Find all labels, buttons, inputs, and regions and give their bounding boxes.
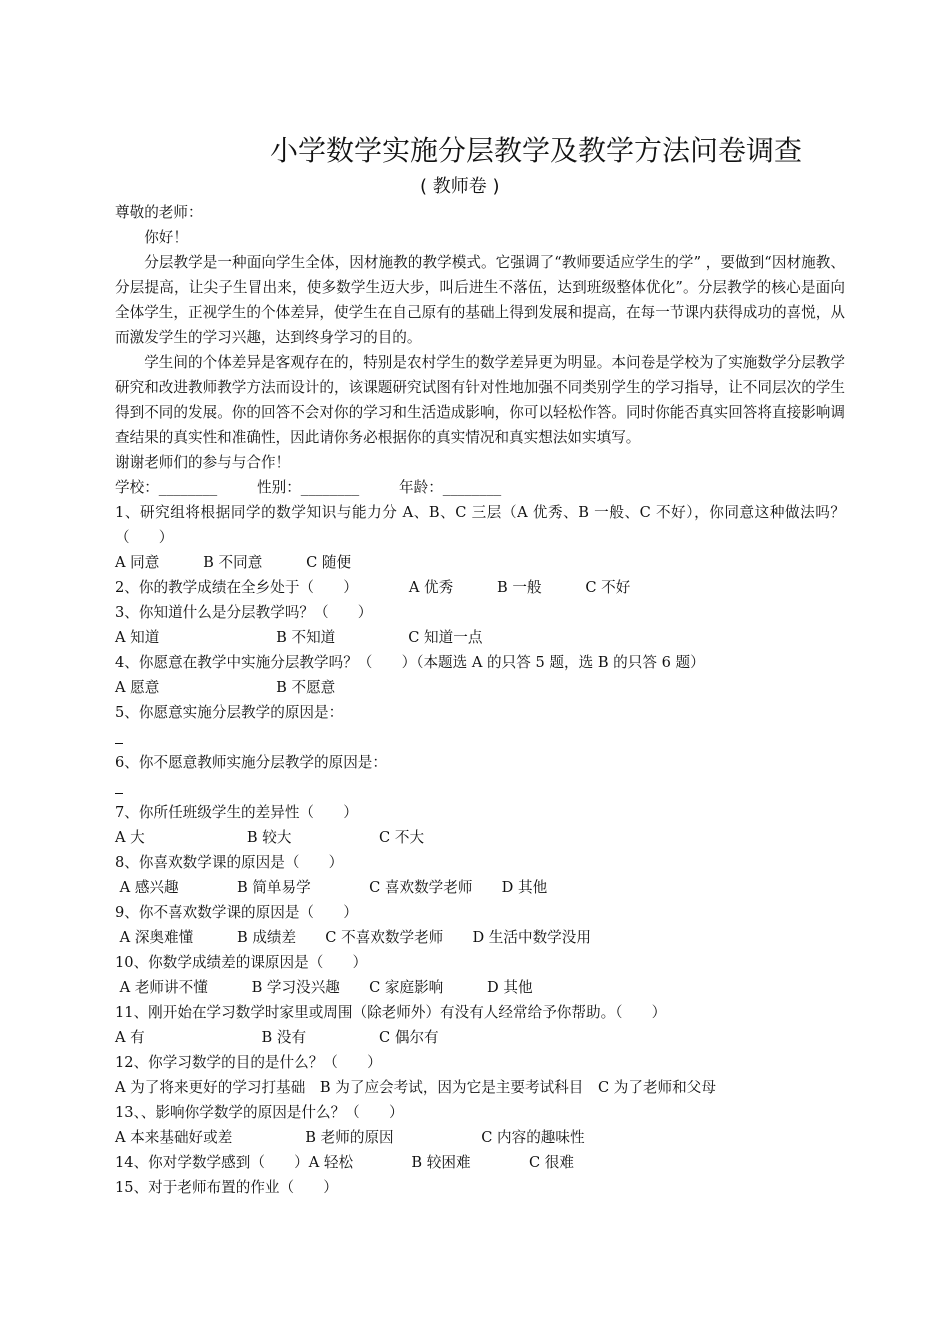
info-line — [115, 475, 845, 500]
question-7: 7、你所任班级学生的差异性（ ） — [115, 804, 358, 821]
question-12: 12、你学习数学的目的是什么？（ ） — [115, 1054, 382, 1071]
question-9-options[interactable]: A 深奥难懂 B 成绩差 C 不喜欢数学老师 D 生活中数学没用 — [115, 929, 591, 946]
document-body — [115, 200, 845, 1200]
age-field[interactable]: 年龄：________ — [399, 479, 502, 496]
question-8: 8、你喜欢数学课的原因是（ ） — [115, 854, 344, 871]
question-13: 13、、影响你学数学的原因是什么？（ ） — [115, 1104, 404, 1121]
question-11-options[interactable]: A 有 B 没有 C 偶尔有 — [115, 1029, 439, 1046]
question-4: 4、你愿意在教学中实施分层教学吗？（ ）（本题选 A 的只答 5 题，选 B 的只答 6 题） — [115, 654, 705, 671]
question-2[interactable]: 2、你的教学成绩在全乡处于（ ） A 优秀 B 一般 C 不好 — [115, 579, 631, 596]
blank-mark — [115, 743, 123, 744]
question-14[interactable]: 14、你对学数学感到（ ）A 轻松 B 较困难 C 很难 — [115, 1154, 574, 1171]
question-6: 6、你不愿意教师实施分层教学的原因是： — [115, 754, 387, 771]
school-field[interactable]: 学校：________ — [115, 479, 218, 496]
answer-blank-6[interactable] — [115, 775, 845, 800]
question-11: 11、刚开始在学习数学时家里或周围（除老师外）有没有人经常给予你帮助。（ ） — [115, 1004, 667, 1021]
intro-paragraph-1: 分层教学是一种面向学生全体，因材施教的教学模式。它强调了“教师要适应学生的学” ，要做到“因材施教、分层提高，让尖子生冒出来，使多数学生迈大步，叫后进生不落伍，达到班级整体优化”。分层教学的核心是面向全体学生，正视学生的个体差异，使学生在自己原有的基础上得到发展和提高，在每一节课内获得成功的喜悦，从而激发学生的学习兴趣，达到终身学习的目的。 — [115, 254, 845, 346]
question-5: 5、你愿意实施分层教学的原因是： — [115, 704, 344, 721]
question-15: 15、对于老师布置的作业（ ） — [115, 1179, 338, 1196]
question-3: 3、你知道什么是分层教学吗？（ ） — [115, 604, 373, 621]
salutation: 尊敬的老师： — [115, 204, 203, 221]
answer-blank-5[interactable] — [115, 725, 845, 750]
question-3-options[interactable]: A 知道 B 不知道 C 知道一点 — [115, 629, 483, 646]
question-7-options[interactable]: A 大 B 较大 C 不大 — [115, 829, 425, 846]
question-8-options[interactable]: A 感兴趣 B 简单易学 C 喜欢数学老师 D 其他 — [115, 879, 548, 896]
thanks-line: 谢谢老师们的参与与合作！ — [115, 454, 291, 471]
page-title: 小学数学实施分层教学及教学方法问卷调查 — [270, 134, 803, 167]
question-1-options[interactable]: A 同意 B 不同意 C 随便 — [115, 554, 352, 571]
question-10: 10、你数学成绩差的课原因是（ ） — [115, 954, 368, 971]
blank-mark — [115, 793, 123, 794]
greeting: 你好！ — [144, 229, 188, 246]
gender-field[interactable]: 性别：________ — [257, 479, 360, 496]
intro-paragraph-2: 学生间的个体差异是客观存在的，特别是农村学生的数学差异更为明显。本问卷是学校为了实施数学分层教学研究和改进教师教学方法而设计的，该课题研究试图有针对性地加强不同类别学生的学习指导，让不同层次的学生得到不同的发展。你的回答不会对你的学习和生活造成影响，你可以轻松作答。同时你能否真实回答将直接影响调查结果的真实性和准确性，因此请你务必根据你的真实情况和真实想法如实填写。 — [115, 354, 845, 446]
question-1: 1、研究组将根据同学的数学知识与能力分 A、B、C 三层（A 优秀、B 一般、C 不好），你同意这种做法吗？（ ） — [115, 504, 845, 546]
question-4-options[interactable]: A 愿意 B 不愿意 — [115, 679, 336, 696]
question-10-options[interactable]: A 老师讲不懂 B 学习没兴趣 C 家庭影响 D 其他 — [115, 979, 533, 996]
question-13-options[interactable]: A 本来基础好或差 B 老师的原因 C 内容的趣味性 — [115, 1129, 585, 1146]
question-9: 9、你不喜欢数学课的原因是（ ） — [115, 904, 358, 921]
question-12-options[interactable]: A 为了将来更好的学习打基础 B 为了应会考试，因为它是主要考试科目 C 为了老师和父母 — [115, 1079, 716, 1096]
page-subtitle: ( 教师卷 ) — [420, 176, 500, 197]
